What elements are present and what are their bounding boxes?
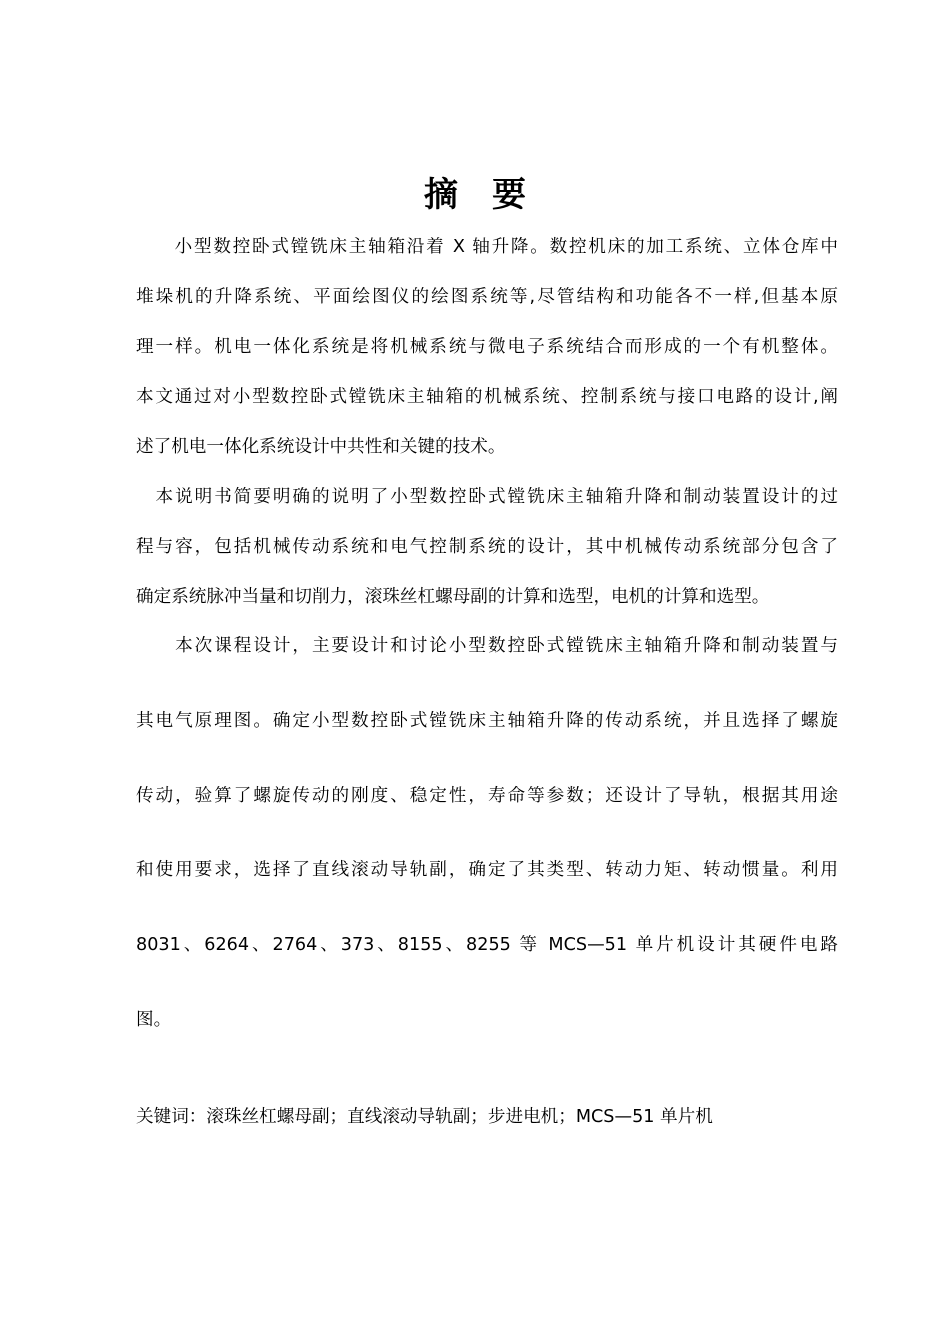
paragraph1-line-4: 本文通过对小型数控卧式镗铣床主轴箱的机械系统、控制系统与接口电路的设计,阐 [136,387,838,407]
paragraph1-line-1: 小型数控卧式镗铣床主轴箱沿着 X 轴升降。数控机床的加工系统、立体仓库中 [136,237,838,257]
paragraph1-line-3: 理一样。机电一体化系统是将机械系统与微电子系统结合而形成的一个有机整体。 [136,337,838,357]
keywords-line: 关键词：滚珠丝杠螺母副；直线滚动导轨副；步进电机；MCS—51 单片机 [136,1107,713,1127]
paragraph1-line-5: 述了机电一体化系统设计中共性和关键的技术。 [136,437,506,457]
paragraph1-line-2: 堆垛机的升降系统、平面绘图仪的绘图系统等,尽管结构和功能各不一样,但基本原 [136,287,838,307]
abstract-title: 摘 要 [424,175,526,215]
paragraph2-line-3: 确定系统脉冲当量和切削力，滚珠丝杠螺母副的计算和选型，电机的计算和选型。 [136,587,770,607]
paragraph3-line-2: 其电气原理图。确定小型数控卧式镗铣床主轴箱升降的传动系统，并且选择了螺旋 [136,711,838,731]
paragraph3-line-3: 传动，验算了螺旋传动的刚度、稳定性，寿命等参数；还设计了导轨，根据其用途 [136,786,838,806]
paragraph3-line-6: 图。 [136,1010,172,1030]
paragraph2-line-2: 程与容，包括机械传动系统和电气控制系统的设计，其中机械传动系统部分包含了 [136,537,838,557]
paragraph3-line-5: 8031、6264、2764、373、8155、8255 等 MCS—51 单片机设计其硬件电路 [136,935,838,955]
paragraph2-line-1: 本说明书简要明确的说明了小型数控卧式镗铣床主轴箱升降和制动装置设计的过 [136,487,838,507]
paragraph3-line-4: 和使用要求，选择了直线滚动导轨副，确定了其类型、转动力矩、转动惯量。利用 [136,860,838,880]
paragraph3-line-1: 本次课程设计，主要设计和讨论小型数控卧式镗铣床主轴箱升降和制动装置与 [136,636,838,656]
